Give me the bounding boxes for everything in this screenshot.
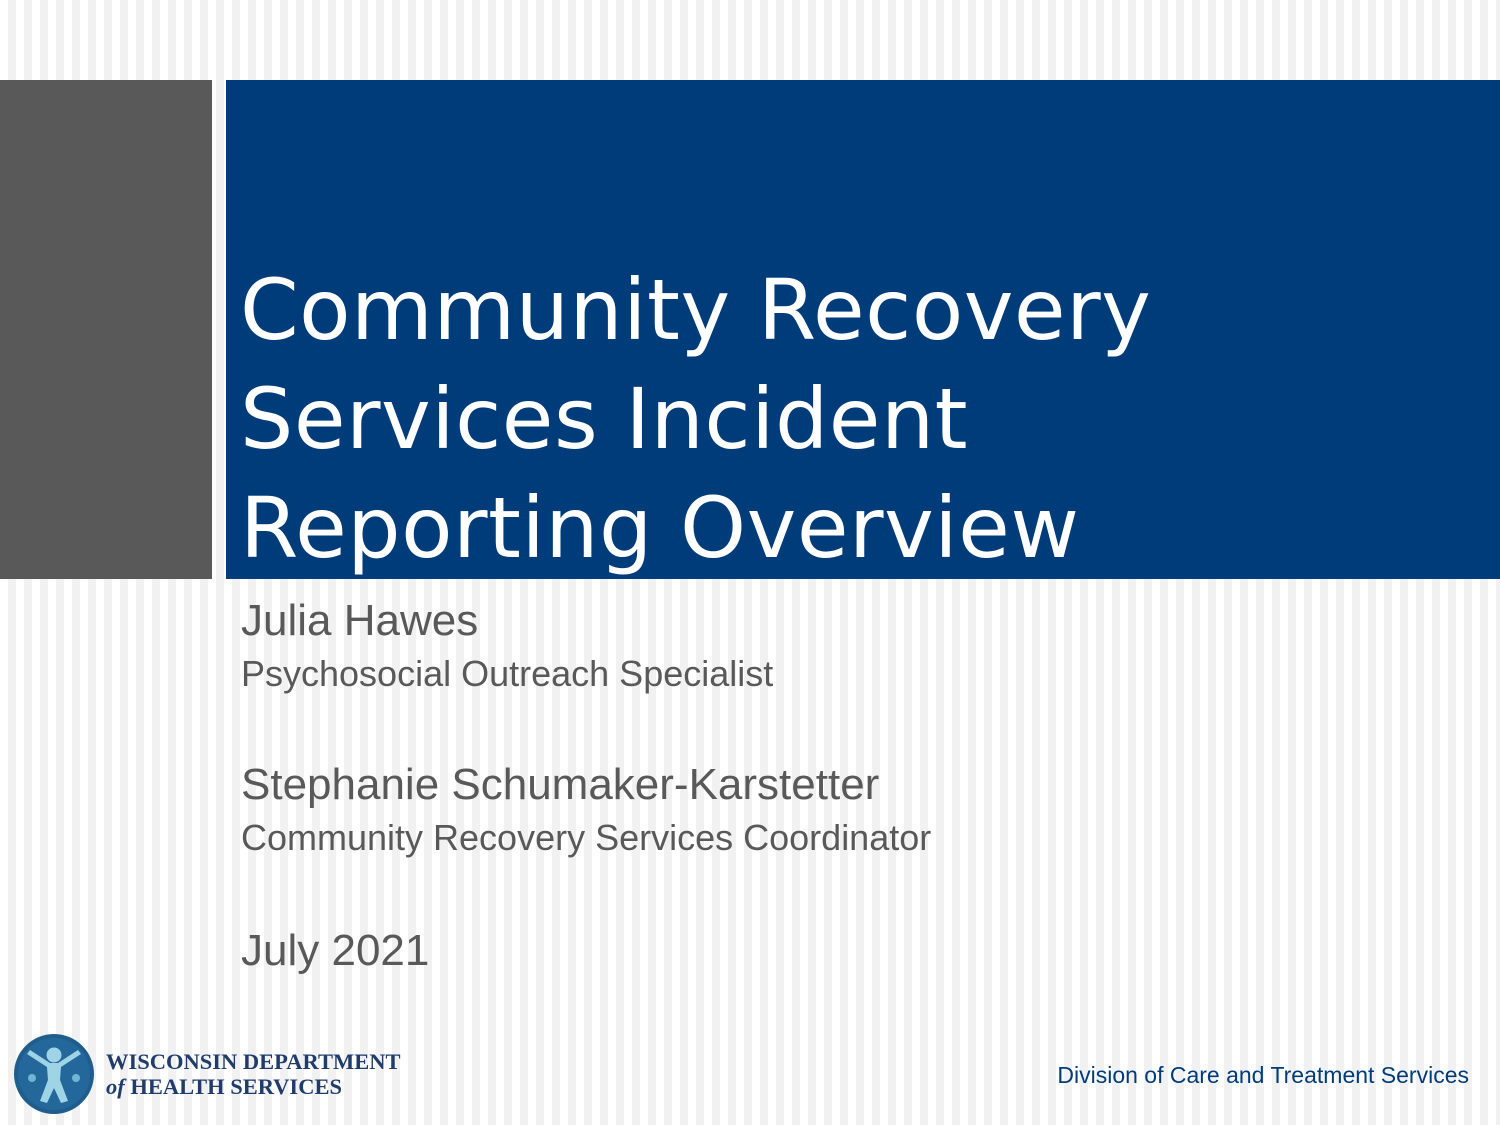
dhs-logo [14,1034,434,1114]
presenter-name: Julia Hawes [241,596,479,645]
slide-title [240,256,1480,583]
presenter-name: Stephanie Schumaker-Karstetter [241,760,880,809]
dhs-logo-wordmark [106,1049,400,1099]
presenter-2 [241,758,931,864]
logo-of-word: of [106,1074,125,1099]
footer-division: Division of Care and Treatment Services [1057,1062,1469,1088]
title-line-2: Services Incident [240,370,969,468]
title-line-1: Community Recovery [240,261,1152,359]
title-line-3: Reporting Overview [240,479,1080,577]
side-accent-block [0,80,212,579]
presentation-date: July 2021 [241,926,430,975]
logo-line-1: WISCONSIN DEPARTMENT [106,1049,401,1074]
presenter-1 [241,594,931,700]
logo-line-2: of HEALTH SERVICES [106,1074,342,1099]
presenter-block [241,594,931,978]
presenter-role: Community Recovery Services Coordinator [241,817,932,858]
dhs-figure-icon [14,1034,94,1114]
presenter-role: Psychosocial Outreach Specialist [241,653,774,694]
